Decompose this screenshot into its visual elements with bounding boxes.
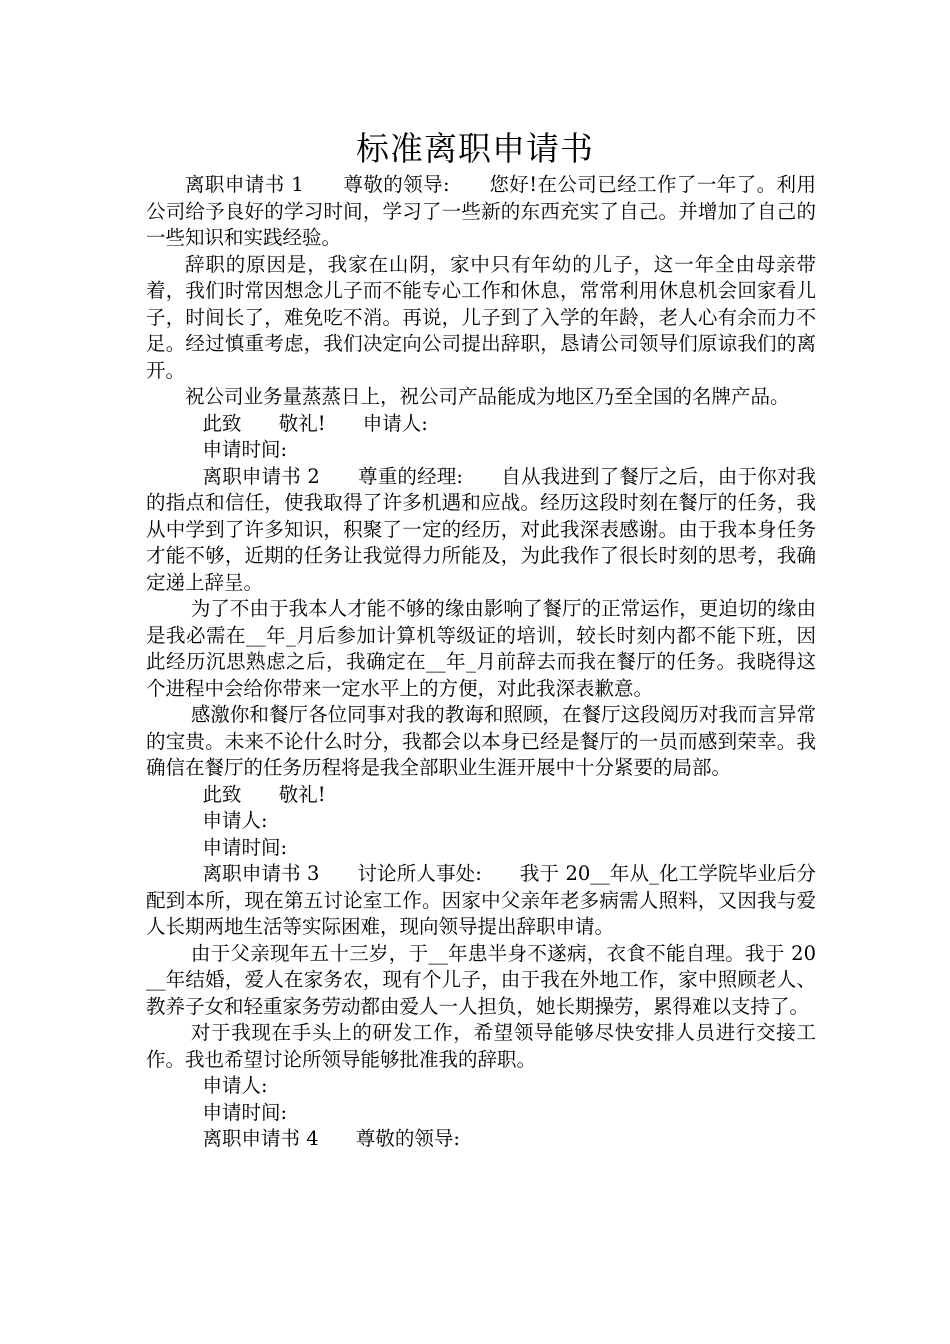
paragraph-letter-3-handover: 对于我现在手头上的研发工作，希望领导能够尽快安排人员进行交接工作。我也希望讨论所领导能够批准我的辞职。 (146, 1021, 816, 1071)
paragraph-letter-3-date: 申请时间: (202, 1100, 288, 1124)
paragraph-letter-2-opening: 离职申请书 2 尊重的经理: 自从我进到了餐厅之后，由于你对我的指点和信任，使我取得了许多机遇和应战。经历这段时刻在餐厅的任务，我从中学到了许多知识，积聚了一定的经历，对此我深表感谢。由于我本身任务才能不够，近期的任务让我觉得力所能及，为此我作了很长时刻的思考，我确定递上辞呈。 (146, 464, 816, 594)
paragraph-letter-1-wishes: 祝公司业务量蒸蒸日上，祝公司产品能成为地区乃至全国的名牌产品。 (185, 385, 790, 408)
paragraph-letter-2-reason: 为了不由于我本人才能不够的缘由影响了餐厅的正常运作，更迫切的缘由是我必需在__年_月后参加计算机等级证的培训，较长时刻内都不能下班，因此经历沉思熟虑之后，我确定在__年_月前辞去而我在餐厅的任务。我晓得这个进程中会给你带来一定水平上的方便，对此我深表歉意。 (146, 597, 816, 700)
paragraph-letter-3-applicant: 申请人: (202, 1074, 268, 1097)
paragraph-letter-2-closing: 此致 敬礼! (202, 782, 326, 806)
paragraph-letter-2-date: 申请时间: (202, 835, 288, 859)
paragraph-letter-2-thanks: 感激你和餐厅各位同事对我的教诲和照顾，在餐厅这段阅历对我而言异常的宝贵。未来不论什么时分，我都会以本身已经是餐厅的一员而感到荣幸。我确信在餐厅的任务历程将是我全部职业生涯开展中十分紧要的局部。 (146, 703, 816, 779)
paragraph-letter-2-applicant: 申请人: (202, 809, 268, 832)
paragraph-letter-1-date: 申请时间: (202, 438, 288, 461)
paragraph-letter-1-opening: 离职申请书 1 尊敬的领导: 您好!在公司已经工作了一年了。利用公司给予良好的学习时间，学习了一些新的东西充实了自己。并增加了自己的一些知识和实践经验。 (146, 173, 816, 249)
paragraph-letter-3-reason: 由于父亲现年五十三岁，于__年患半身不遂病，衣食不能自理。我于 20__年结婚，爱人在家务农，现有个儿子，由于我在外地工作，家中照顾老人、教养子女和轻重家务劳动都由爱人一人担负，她长期操劳，累得难以支持了。 (146, 941, 816, 1018)
paragraph-letter-1-reason: 辞职的原因是，我家在山阴，家中只有年幼的儿子，这一年全由母亲带着，我们时常因想念儿子而不能专心工作和休息，常常利用休息机会回家看儿子，时间长了，难免吃不消。再说，儿子到了入学的年龄，老人心有余而力不足。经过慎重考虑，我们决定向公司提出辞职，恳请公司领导们原谅我们的离开。 (146, 252, 816, 382)
document-body (146, 172, 816, 1153)
document-title: 标准离职申请书 (356, 129, 594, 168)
paragraph-letter-1-closing: 此致 敬礼! 申请人: (202, 411, 428, 435)
paragraph-letter-4-opening: 离职申请书 4 尊敬的领导: (202, 1127, 460, 1150)
paragraph-letter-3-opening: 离职申请书 3 讨论所人事处: 我于 20__年从_化工学院毕业后分配到本所，现在第五讨论室工作。因家中父亲年老多病需人照料，又因我与爱人长期两地生活等实际困难，现向领导提出辞职申请。 (146, 862, 816, 938)
